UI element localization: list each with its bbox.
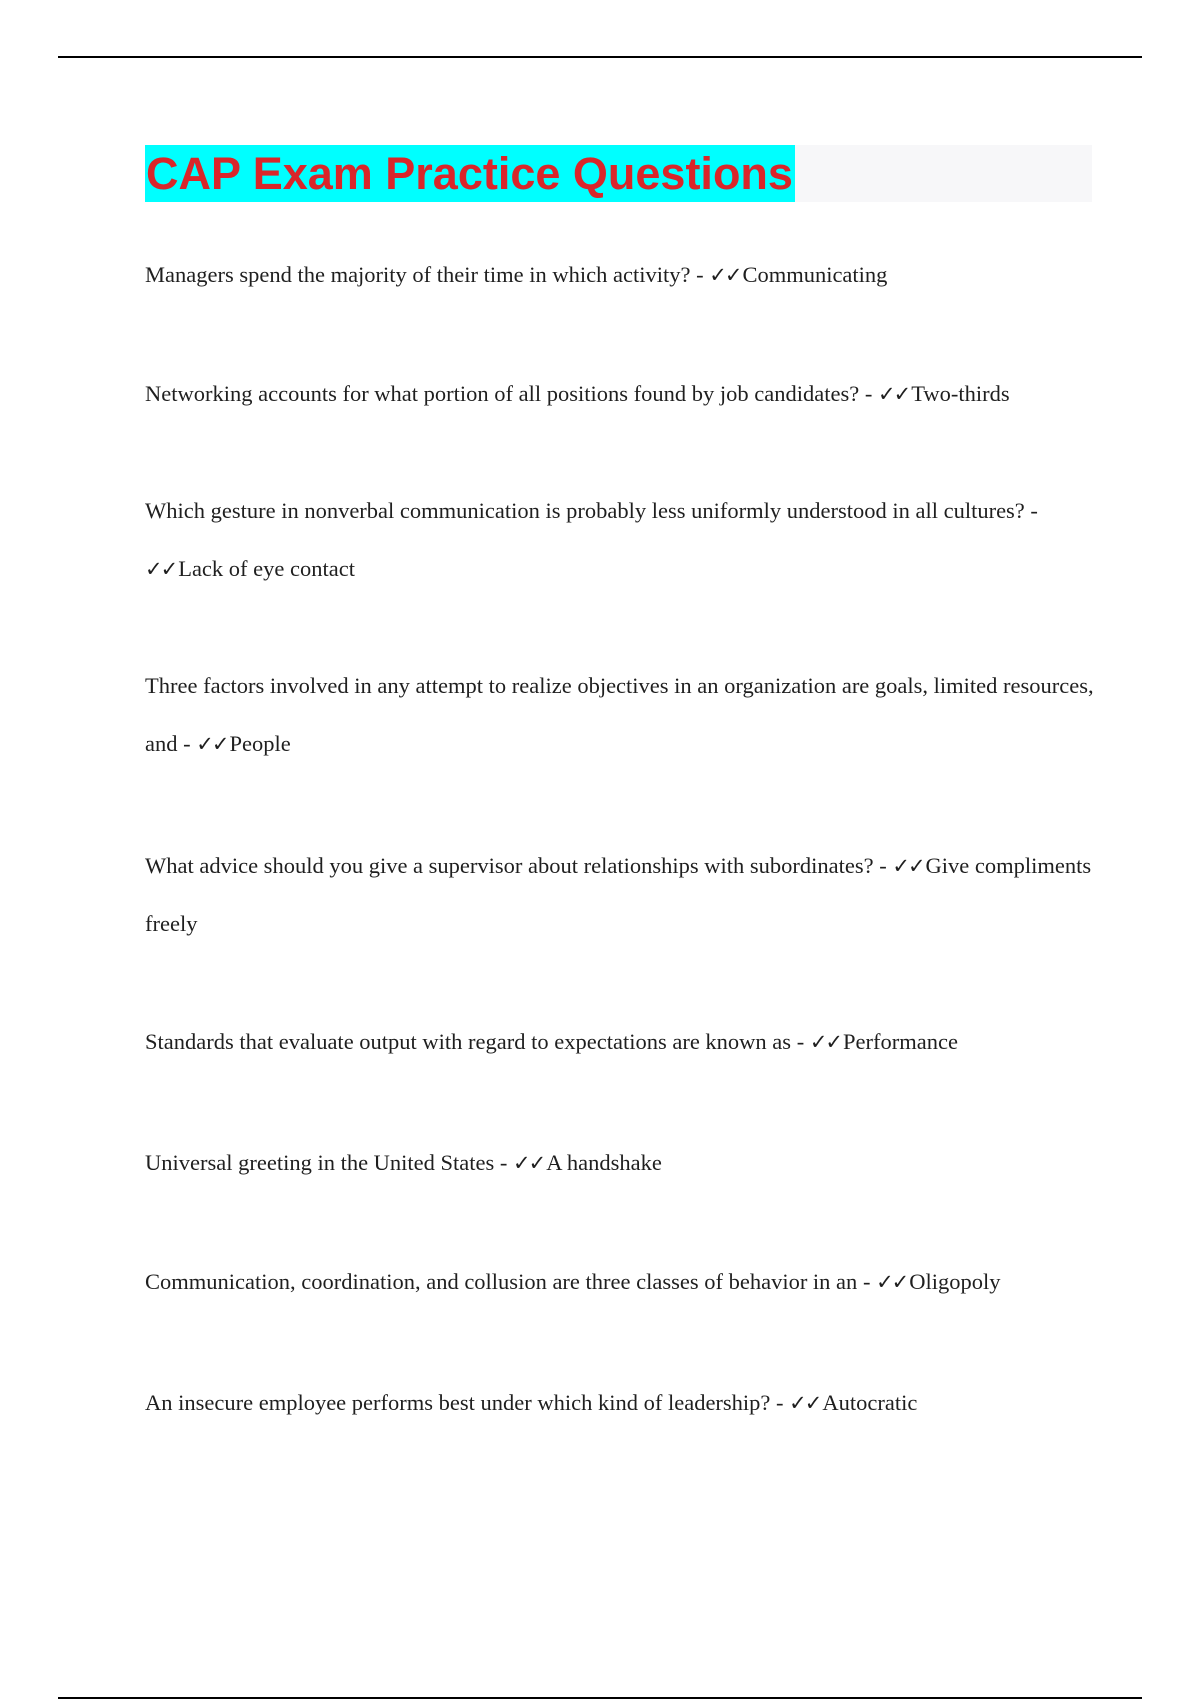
- bottom-rule: [58, 1697, 1142, 1699]
- separator: -: [857, 1269, 877, 1294]
- double-check-icon: ✓✓: [709, 263, 741, 287]
- separator: -: [177, 731, 197, 756]
- separator: -: [770, 1390, 790, 1415]
- double-check-icon: ✓✓: [876, 1270, 908, 1294]
- double-check-icon: ✓✓: [145, 557, 177, 581]
- answer-text: Performance: [843, 1029, 958, 1054]
- qa-item: [145, 1253, 1105, 1311]
- question-text: Three factors involved in any attempt to realize objectives in an organization are goals, limited resources, and: [145, 673, 1094, 756]
- answer-text: People: [229, 731, 291, 756]
- answer-text: Two-thirds: [911, 381, 1010, 406]
- separator: -: [859, 381, 878, 406]
- question-text: What advice should you give a supervisor about relationships with subordinates?: [145, 853, 874, 878]
- separator: -: [1024, 498, 1038, 523]
- qa-item: [145, 482, 1105, 598]
- double-check-icon: ✓✓: [892, 854, 924, 878]
- qa-item: [145, 1374, 1105, 1432]
- qa-item: [145, 1134, 1105, 1192]
- question-text: An insecure employee performs best under which kind of leadership?: [145, 1390, 771, 1415]
- question-text: Which gesture in nonverbal communication is probably less uniformly understood in all cultures?: [145, 498, 1025, 523]
- question-text: Communication, coordination, and collusion are three classes of behavior in an: [145, 1269, 858, 1294]
- title-highlight: [145, 145, 795, 202]
- title-band: [145, 145, 1092, 202]
- answer-text: Lack of eye contact: [178, 556, 355, 581]
- answer-text: Oligopoly: [909, 1269, 1001, 1294]
- qa-item: [145, 1013, 1105, 1071]
- answer-text: Autocratic: [822, 1390, 918, 1415]
- separator: -: [494, 1150, 514, 1175]
- qa-item: [145, 365, 1105, 423]
- double-check-icon: ✓✓: [196, 732, 228, 756]
- top-rule: [58, 56, 1142, 58]
- question-text: Managers spend the majority of their time in which activity?: [145, 262, 691, 287]
- question-text: Standards that evaluate output with regard to expectations are known as: [145, 1029, 792, 1054]
- answer-text: Give compliments freely: [145, 853, 1092, 936]
- double-check-icon: ✓✓: [789, 1391, 821, 1415]
- question-text: Networking accounts for what portion of all positions found by job candidates?: [145, 381, 860, 406]
- qa-item: [145, 837, 1105, 953]
- double-check-icon: ✓✓: [809, 1030, 842, 1054]
- question-text: Universal greeting in the United States: [145, 1150, 495, 1175]
- double-check-icon: ✓✓: [877, 382, 910, 406]
- separator: -: [690, 262, 710, 287]
- answer-text: A handshake: [546, 1150, 662, 1175]
- answer-text: Communicating: [742, 262, 888, 287]
- page-title: CAP Exam Practice Questions: [146, 148, 793, 199]
- separator: -: [791, 1029, 810, 1054]
- qa-item: [145, 657, 1105, 773]
- qa-item: [145, 246, 1105, 304]
- double-check-icon: ✓✓: [513, 1151, 545, 1175]
- separator: -: [873, 853, 893, 878]
